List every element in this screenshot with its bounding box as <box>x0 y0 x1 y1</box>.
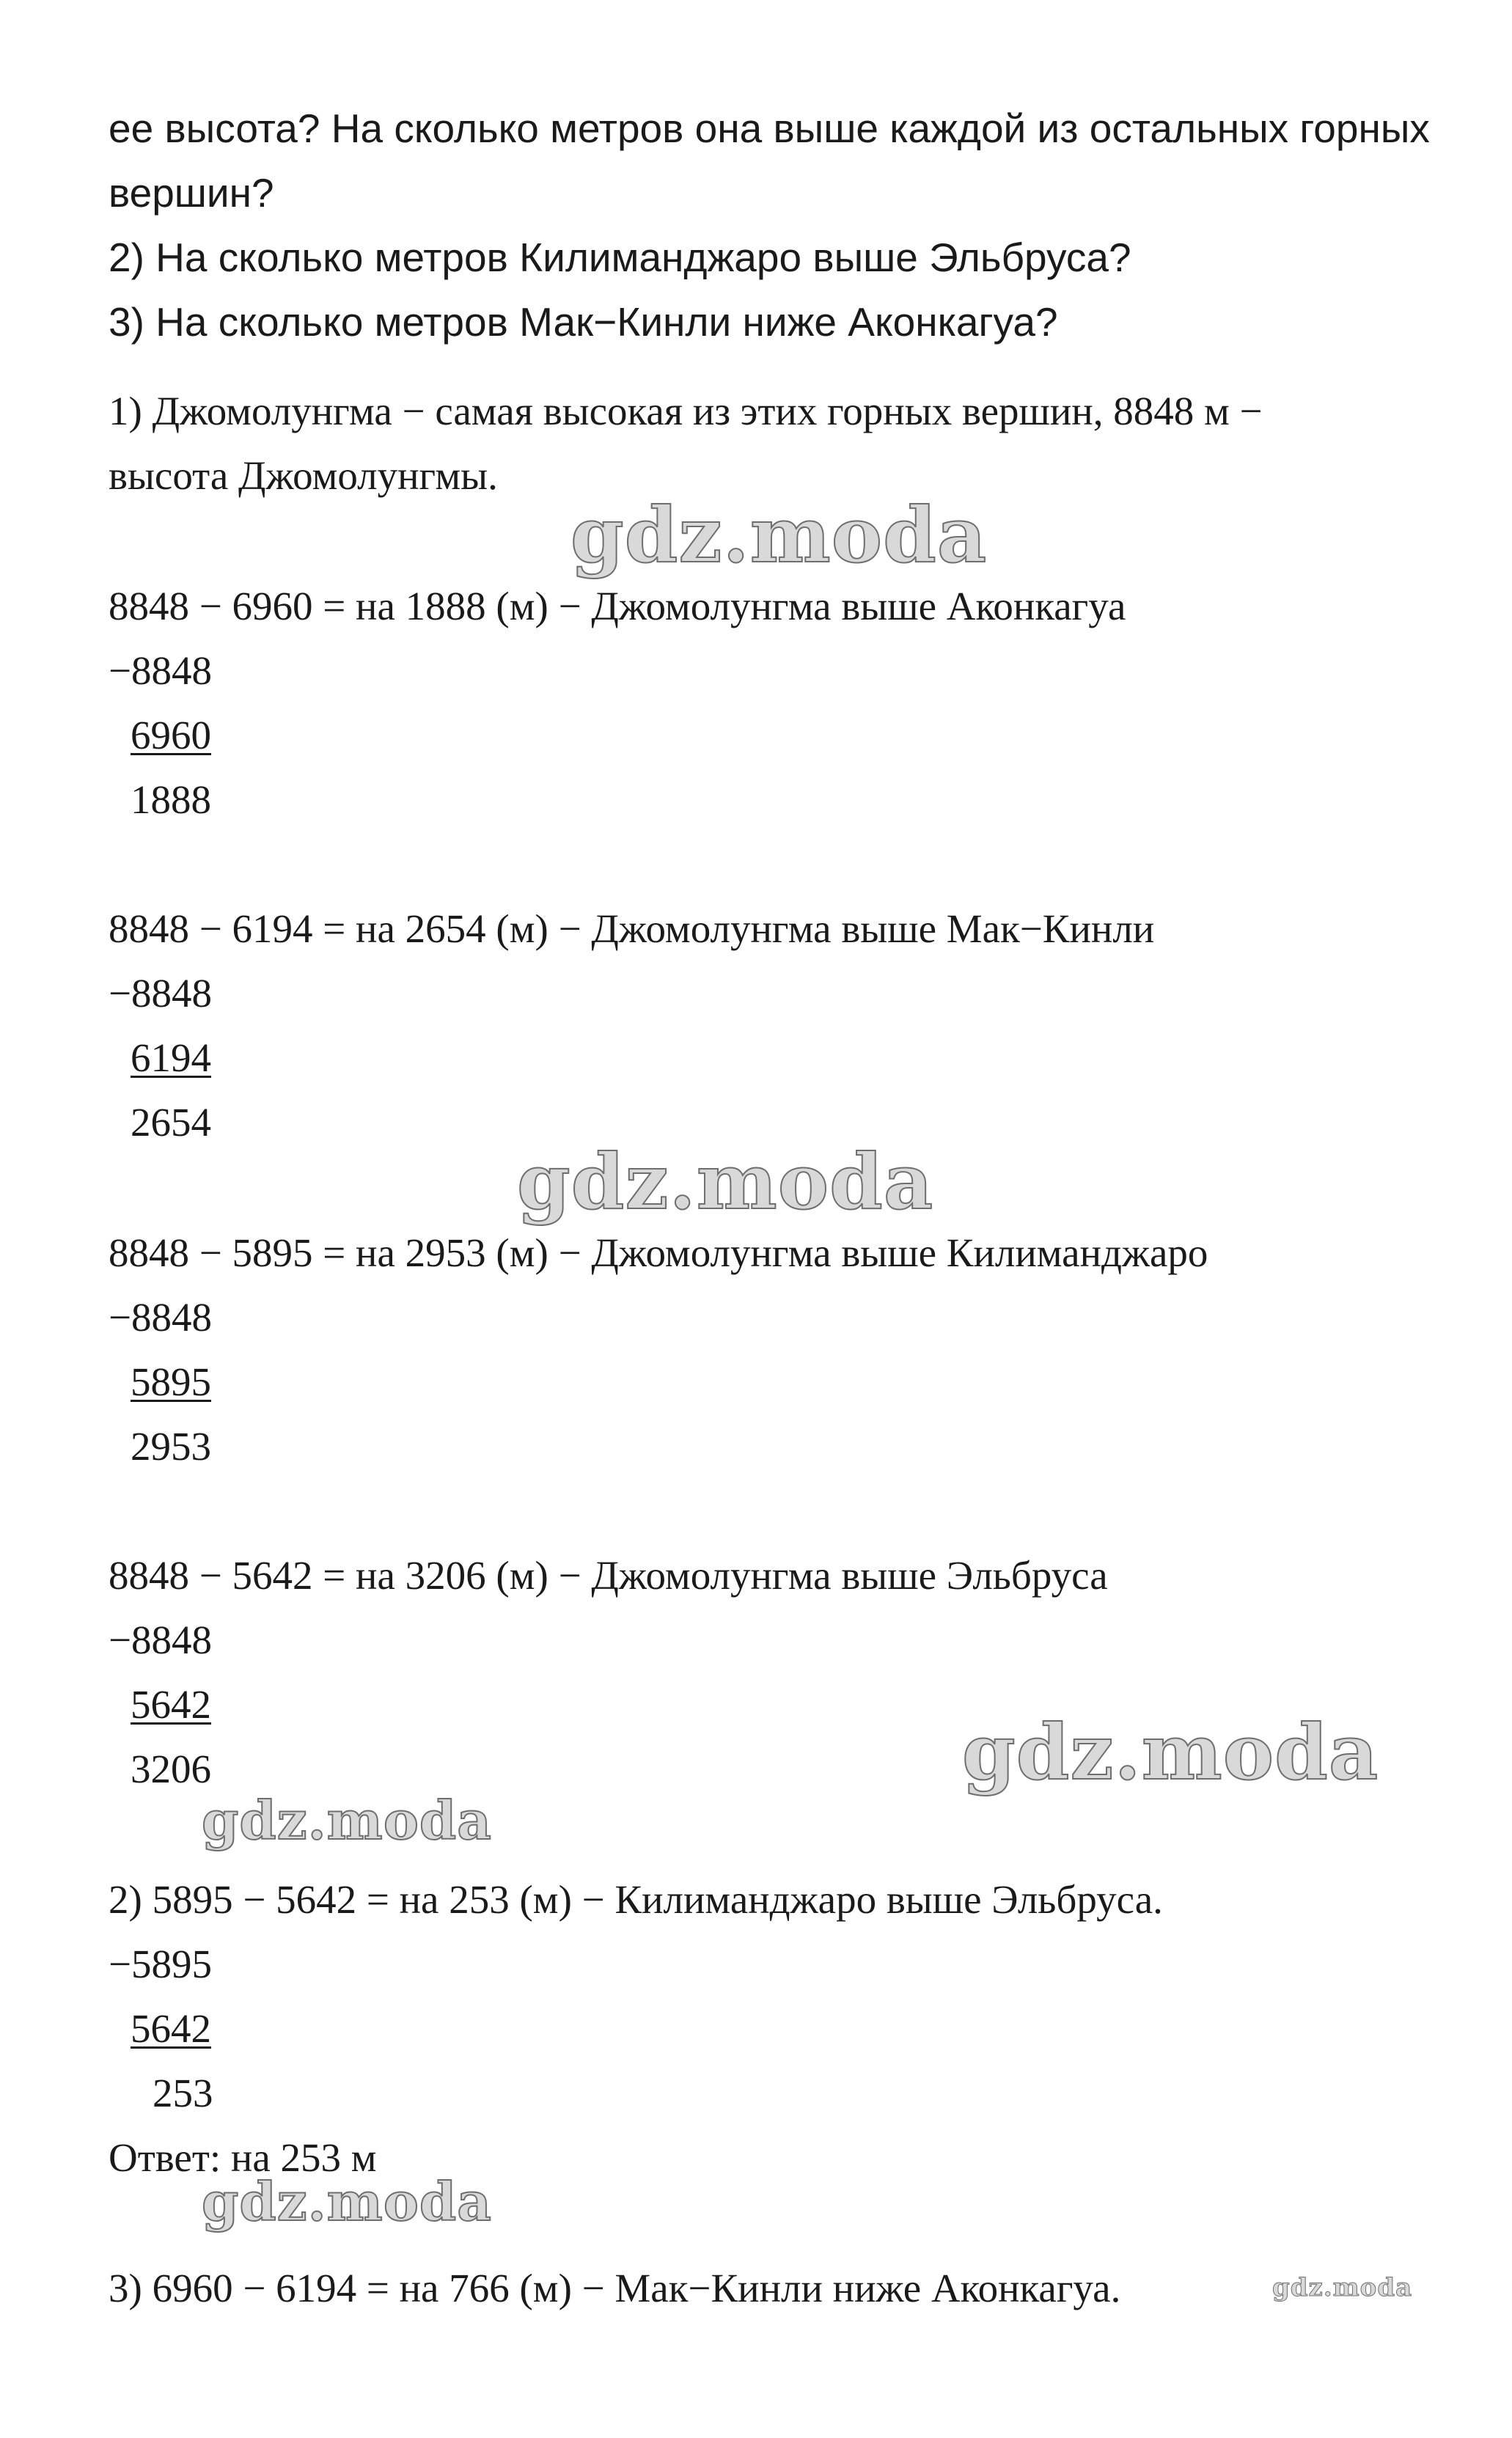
answer1-line-2: высота Джомолунгмы. <box>109 453 498 498</box>
calc4-equation: 8848 − 5642 = на 3206 (м) − Джомолунгма выше Эльбруса <box>109 1553 1108 1598</box>
question-line-3: 2) На сколько метров Килиманджаро выше Эльбруса? <box>109 235 1131 280</box>
calc2-minuend: −8848 <box>109 971 213 1016</box>
calc5-result: 253 <box>153 2071 213 2115</box>
question-line-2: вершин? <box>109 170 274 216</box>
watermark-4: gdz.moda <box>202 1789 492 1851</box>
watermark-6: gdz.moda <box>1272 2273 1413 2302</box>
calc4-subtrahend: 5642 <box>131 1682 211 1727</box>
calc5-minuend: −5895 <box>109 1942 213 1986</box>
calc2-equation: 8848 − 6194 = на 2654 (м) − Джомолунгма выше Мак−Кинли <box>109 906 1155 951</box>
question-line-4: 3) На сколько метров Мак−Кинли ниже Аконкагуа? <box>109 299 1058 345</box>
calc4-minuend: −8848 <box>109 1618 213 1662</box>
answer3: 3) 6960 − 6194 = на 766 (м) − Мак−Кинли ниже Аконкагуа. <box>109 2266 1121 2310</box>
watermark-1: gdz.moda <box>570 490 988 580</box>
calc1-equation: 8848 − 6960 = на 1888 (м) − Джомолунгма выше Аконкагуа <box>109 584 1126 628</box>
calc3-result: 2953 <box>131 1424 211 1469</box>
calc5-equation: 2) 5895 − 5642 = на 253 (м) − Килиманджаро выше Эльбруса. <box>109 1877 1163 1922</box>
calc1-subtrahend: 6960 <box>131 713 211 757</box>
question-line-1: ее высота? На сколько метров она выше каждой из остальных горных <box>109 106 1430 151</box>
calc3-equation: 8848 − 5895 = на 2953 (м) − Джомолунгма выше Килиманджаро <box>109 1230 1208 1275</box>
calc3-minuend: −8848 <box>109 1295 213 1340</box>
calc2-result: 2654 <box>131 1100 211 1145</box>
answer1-line-1: 1) Джомолунгма − самая высокая из этих горных вершин, 8848 м − <box>109 389 1263 433</box>
calc1-result: 1888 <box>131 777 211 822</box>
watermark-2: gdz.moda <box>517 1137 934 1227</box>
answer2: Ответ: на 253 м <box>109 2135 377 2180</box>
watermark-5: gdz.moda <box>202 2170 492 2233</box>
calc3-subtrahend: 5895 <box>131 1359 211 1404</box>
watermark-3: gdz.moda <box>962 1707 1379 1797</box>
calc5-subtrahend: 5642 <box>131 2006 211 2051</box>
calc4-result: 3206 <box>131 1747 211 1791</box>
calc2-subtrahend: 6194 <box>131 1035 211 1080</box>
calc1-minuend: −8848 <box>109 648 213 693</box>
